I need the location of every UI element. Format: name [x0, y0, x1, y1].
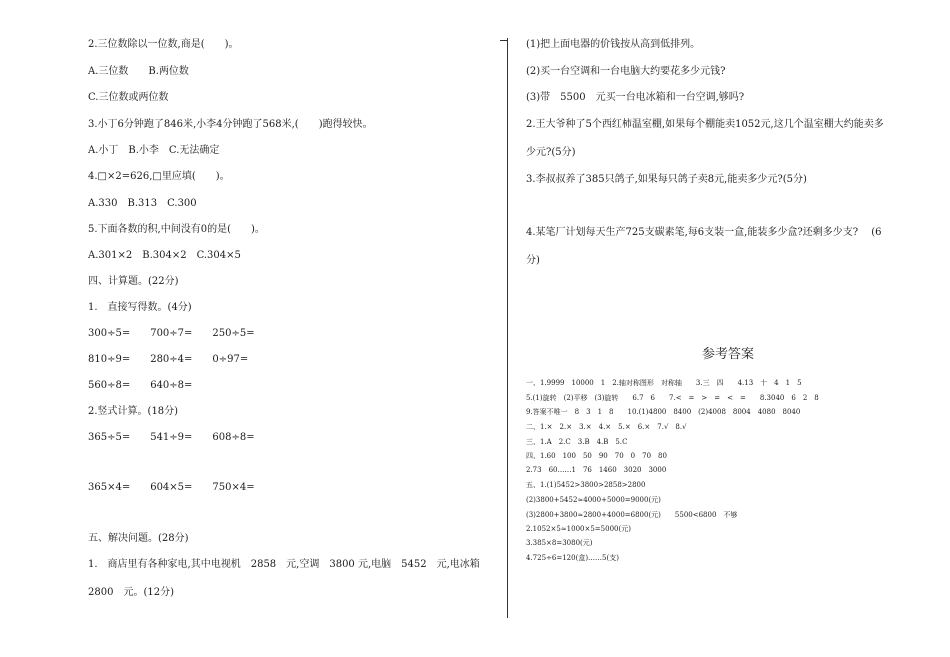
question-2-options-ab: A.三位数 B.两位数	[88, 66, 189, 77]
problem-2-line-2: 少元?(5分)	[526, 147, 576, 158]
calc-2-row-2: 365×4= 604×5= 750×4=	[88, 482, 255, 493]
answer-line-3: 9.答案不唯一 8 3 1 8 10.(1)4800 8400 (2)4008 8004 4080 8040	[526, 408, 801, 416]
answer-line-4: 二、1.× 2.× 3.× 4.× 5.× 6.× 7.√ 8.√	[526, 423, 687, 431]
calc-1-row-2: 810÷9= 280÷4= 0÷97=	[88, 354, 249, 365]
problem-1-part-3: (3)带 5500 元买一台电冰箱和一台空调,够吗?	[526, 92, 745, 103]
question-4-options: A.330 B.313 C.300	[88, 198, 197, 209]
question-3-stem: 3.小丁6分钟跑了846米,小李4分钟跑了568米,( )跑得较快。	[88, 119, 373, 130]
calc-2-row-1: 365÷5= 541÷9= 608÷8=	[88, 432, 255, 443]
calc-1-row-1: 300÷5= 700÷7= 250÷5=	[88, 328, 255, 339]
problem-4-line-2: 分)	[526, 255, 540, 266]
calc-1-row-3: 560÷8= 640÷8=	[88, 380, 193, 391]
problem-2-line-1: 2.王大爷种了5个西红柿温室棚,如果每个棚能卖1052元,这几个温室棚大约能卖多	[526, 119, 884, 130]
answer-line-9: (2)3800+5452≈4000+5000=9000(元)	[526, 496, 661, 504]
section-5-heading: 五、解决问题。(28分)	[88, 533, 189, 544]
answer-line-6: 四、1.60 100 50 90 70 0 70 80	[526, 452, 667, 460]
answer-line-2: 5.(1)旋转 (2)平移 (3)旋转 6.7 6 7.< = > = < = 8.3040 6 2 8	[526, 394, 819, 402]
column-divider	[507, 38, 508, 618]
question-2-option-c: C.三位数或两位数	[88, 92, 169, 103]
question-3-options: A.小丁 B.小李 C.无法确定	[88, 145, 220, 156]
problem-1-part-2: (2)买一台空调和一台电脑大约要花多少元钱?	[526, 66, 726, 77]
problem-4-line-1: 4.某笔厂计划每天生产725支碳素笔,每6支装一盒,能装多少盒?还剩多少支? (6	[526, 227, 882, 238]
answer-line-11: 2.1052×5≈1000×5=5000(元)	[526, 525, 631, 533]
answer-key-title: 参考答案	[702, 347, 755, 362]
question-5-options: A.301×2 B.304×2 C.304×5	[88, 250, 241, 261]
answer-line-1: 一、1.9999 10000 1 2.轴对称图形 对称轴 3.三 四 4.13 十 4 1 5	[526, 379, 802, 387]
answer-line-10: (3)2800+3800≈2800+4000=6800(元) 5500<6800 不够	[526, 511, 738, 519]
answer-line-13: 4.725÷6=120(盒)……5(支)	[526, 554, 619, 562]
calc-1-heading: 1. 直接写得数。(4分)	[88, 302, 192, 313]
problem-1-part-1: (1)把上面电器的价钱按从高到低排列。	[526, 39, 701, 50]
answer-line-12: 3.385×8=3080(元)	[526, 539, 593, 547]
section-4-heading: 四、计算题。(22分)	[88, 276, 179, 287]
question-5-stem: 5.下面各数的积,中间没有0的是( )。	[88, 224, 265, 235]
problem-1-stem-line-1: 1. 商店里有各种家电,其中电视机 2858 元,空调 3800 元,电脑 5452 元,电冰箱	[88, 559, 480, 570]
problem-3: 3.李叔叔养了385只鸽子,如果每只鸽子卖8元,能卖多少元?(5分)	[526, 174, 807, 185]
answer-line-5: 三、1.A 2.C 3.B 4.B 5.C	[526, 438, 628, 446]
answer-line-7: 2.73 60……1 76 1460 3020 3000	[526, 466, 667, 474]
question-2-stem: 2.三位数除以一位数,商是( )。	[88, 39, 239, 50]
question-4-stem: 4.□×2=626,□里应填( )。	[88, 171, 230, 182]
problem-1-stem-line-2: 2800 元。(12分)	[88, 587, 174, 598]
calc-2-heading: 2.竖式计算。(18分)	[88, 406, 179, 417]
answer-line-8: 五、1.(1)5452>3800>2858>2800	[526, 481, 646, 489]
